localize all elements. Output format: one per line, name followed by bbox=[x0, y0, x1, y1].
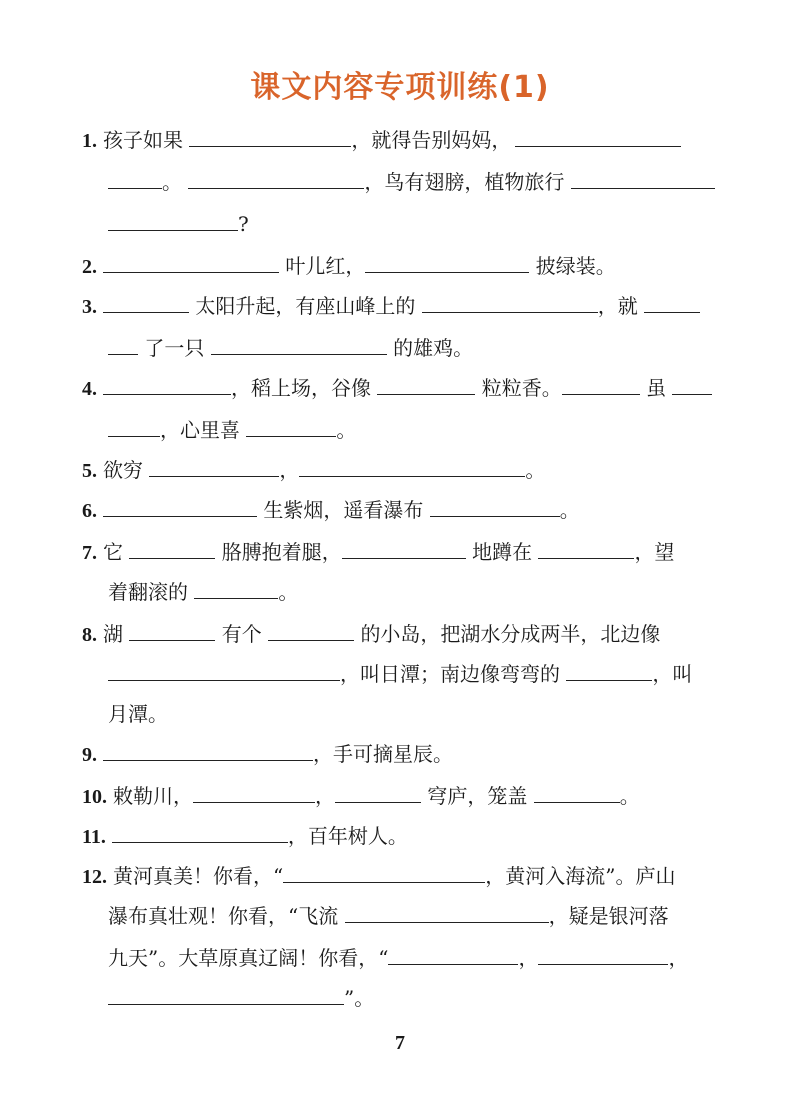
question-text: 孩子如果 bbox=[103, 128, 183, 152]
question-text: ”。 bbox=[344, 986, 375, 1010]
question-text: ? bbox=[238, 212, 249, 236]
question-text: ， bbox=[279, 458, 300, 482]
question-number: 6. bbox=[82, 500, 97, 522]
answer-blank[interactable] bbox=[644, 294, 700, 313]
question-text: ，百年树人。 bbox=[287, 824, 408, 848]
answer-blank[interactable] bbox=[108, 212, 238, 231]
question-3-line-2 bbox=[108, 336, 473, 360]
question-number: 4. bbox=[82, 378, 97, 400]
question-number: 2. bbox=[82, 256, 97, 278]
question-text: 。 bbox=[336, 418, 357, 442]
answer-blank[interactable] bbox=[103, 376, 231, 395]
question-text: 。 bbox=[619, 784, 640, 808]
question-text: ，望 bbox=[634, 540, 675, 564]
question-1-line-1 bbox=[82, 128, 681, 153]
question-text: 叶儿红， bbox=[285, 254, 366, 278]
answer-blank[interactable] bbox=[193, 784, 315, 803]
question-text: 月潭。 bbox=[108, 702, 168, 726]
answer-blank[interactable] bbox=[571, 170, 715, 189]
answer-blank[interactable] bbox=[534, 784, 620, 803]
question-5-line-1 bbox=[82, 458, 545, 483]
answer-blank[interactable] bbox=[388, 946, 518, 965]
question-number: 10. bbox=[82, 786, 107, 808]
question-number: 8. bbox=[82, 624, 97, 646]
question-12-line-2 bbox=[108, 904, 669, 928]
question-12-line-4 bbox=[108, 986, 374, 1010]
question-10-line-1 bbox=[82, 784, 640, 809]
question-text: ，心里喜 bbox=[160, 418, 240, 442]
question-text: 瀑布真壮观！你看，“飞流 bbox=[108, 904, 339, 928]
question-4-line-1 bbox=[82, 376, 712, 401]
question-number: 12. bbox=[82, 866, 107, 888]
answer-blank[interactable] bbox=[672, 376, 712, 395]
question-text: ，黄河入海流”。庐山 bbox=[485, 864, 676, 888]
question-number: 11. bbox=[82, 826, 106, 848]
question-text: 。 bbox=[278, 580, 299, 604]
answer-blank[interactable] bbox=[365, 254, 529, 273]
question-number: 7. bbox=[82, 542, 97, 564]
question-text: 黄河真美！你看，“ bbox=[113, 864, 284, 888]
question-text: 它 bbox=[103, 540, 123, 564]
answer-blank[interactable] bbox=[108, 418, 160, 437]
question-9-line-1 bbox=[82, 742, 453, 767]
question-6-line-1 bbox=[82, 498, 580, 523]
question-text: ，叫日潭；南边像弯弯的 bbox=[340, 662, 560, 686]
question-text: 胳膊抱着腿， bbox=[221, 540, 342, 564]
answer-blank[interactable] bbox=[566, 662, 652, 681]
question-text: 生紫烟，遥看瀑布 bbox=[263, 498, 424, 522]
question-12-line-3 bbox=[108, 946, 688, 970]
question-text: ，就得告别妈妈， bbox=[351, 128, 512, 152]
answer-blank[interactable] bbox=[129, 622, 215, 641]
answer-blank[interactable] bbox=[103, 294, 189, 313]
answer-blank[interactable] bbox=[211, 336, 387, 355]
question-text: 穹庐，笼盖 bbox=[427, 784, 528, 808]
answer-blank[interactable] bbox=[188, 170, 364, 189]
question-1-line-3 bbox=[108, 212, 249, 236]
question-number: 5. bbox=[82, 460, 97, 482]
answer-blank[interactable] bbox=[108, 986, 344, 1005]
question-11-line-1 bbox=[82, 824, 408, 849]
question-7-line-2 bbox=[108, 580, 298, 604]
question-12-line-1 bbox=[82, 864, 675, 889]
answer-blank[interactable] bbox=[430, 498, 560, 517]
answer-blank[interactable] bbox=[345, 904, 549, 923]
page-title: 课文内容专项训练(1) bbox=[250, 70, 550, 105]
question-text: 着翻滚的 bbox=[108, 580, 188, 604]
question-text: 虽 bbox=[646, 376, 667, 400]
answer-blank[interactable] bbox=[377, 376, 475, 395]
answer-blank[interactable] bbox=[129, 540, 215, 559]
question-text: 敕勒川， bbox=[113, 784, 193, 808]
question-text: ，鸟有翅膀，植物旅行 bbox=[364, 170, 565, 194]
answer-blank[interactable] bbox=[103, 742, 313, 761]
question-8-line-3 bbox=[108, 702, 168, 726]
question-text: 欲穷 bbox=[103, 458, 143, 482]
question-text: 的雄鸡。 bbox=[393, 336, 474, 360]
answer-blank[interactable] bbox=[283, 864, 485, 883]
answer-blank[interactable] bbox=[538, 540, 634, 559]
answer-blank[interactable] bbox=[299, 458, 525, 477]
answer-blank[interactable] bbox=[112, 824, 288, 843]
question-text: 粒粒香。 bbox=[481, 376, 562, 400]
answer-blank[interactable] bbox=[538, 946, 668, 965]
question-1-line-2 bbox=[108, 170, 715, 194]
answer-blank[interactable] bbox=[194, 580, 278, 599]
answer-blank[interactable] bbox=[149, 458, 279, 477]
page-number: 7 bbox=[395, 1032, 405, 1054]
question-number: 3. bbox=[82, 296, 97, 318]
question-number: 9. bbox=[82, 744, 97, 766]
question-text: ，叫 bbox=[652, 662, 693, 686]
question-text: 九天”。大草原真辽阔！你看，“ bbox=[108, 946, 389, 970]
question-text: ，疑是银河落 bbox=[548, 904, 669, 928]
question-text: ，手可摘星辰。 bbox=[313, 742, 453, 766]
question-text: ， bbox=[315, 784, 335, 808]
question-number: 1. bbox=[82, 130, 97, 152]
answer-blank[interactable] bbox=[103, 254, 279, 273]
answer-blank[interactable] bbox=[562, 376, 640, 395]
question-text: 太阳升起，有座山峰上的 bbox=[195, 294, 416, 318]
question-8-line-2 bbox=[108, 662, 692, 686]
question-3-line-1 bbox=[82, 294, 700, 319]
answer-blank[interactable] bbox=[342, 540, 466, 559]
question-text: 披绿装。 bbox=[535, 254, 616, 278]
answer-blank[interactable] bbox=[246, 418, 336, 437]
question-text: 。 bbox=[559, 498, 580, 522]
question-2-line-1 bbox=[82, 254, 616, 279]
question-text: ， bbox=[518, 946, 539, 970]
question-text: ，稻上场，谷像 bbox=[231, 376, 371, 400]
question-text: 地蹲在 bbox=[472, 540, 533, 564]
answer-blank[interactable] bbox=[108, 336, 138, 355]
question-text: ，就 bbox=[597, 294, 638, 318]
question-text: 湖 bbox=[103, 622, 123, 646]
question-7-line-1 bbox=[82, 540, 674, 565]
answer-blank[interactable] bbox=[103, 498, 257, 517]
question-text: 。 bbox=[162, 170, 182, 194]
question-4-line-2 bbox=[108, 418, 356, 442]
question-text: 。 bbox=[525, 458, 546, 482]
question-8-line-1 bbox=[82, 622, 660, 647]
answer-blank[interactable] bbox=[189, 128, 351, 147]
answer-blank[interactable] bbox=[422, 294, 598, 313]
question-text: ， bbox=[668, 946, 689, 970]
answer-blank[interactable] bbox=[515, 128, 681, 147]
answer-blank[interactable] bbox=[335, 784, 421, 803]
answer-blank[interactable] bbox=[268, 622, 354, 641]
question-text: 的小岛，把湖水分成两半，北边像 bbox=[360, 622, 661, 646]
question-text: 了一只 bbox=[144, 336, 205, 360]
question-text: 有个 bbox=[221, 622, 262, 646]
answer-blank[interactable] bbox=[108, 170, 162, 189]
answer-blank[interactable] bbox=[108, 662, 340, 681]
